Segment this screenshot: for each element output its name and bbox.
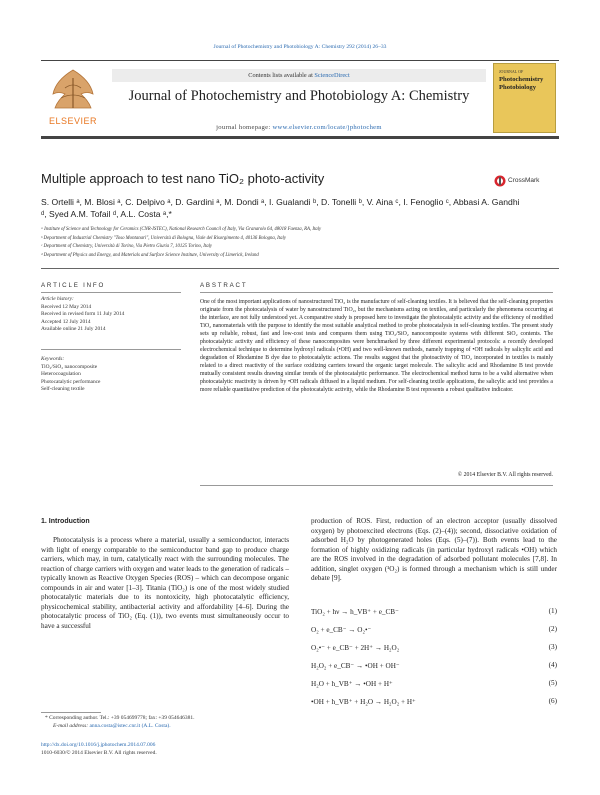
equation-number: (5) <box>548 679 557 687</box>
history-online: Available online 21 July 2014 <box>41 326 106 333</box>
affiliations <box>41 226 551 260</box>
header-top-rule <box>41 60 559 61</box>
history-rule <box>41 349 181 350</box>
affiliation-b: ᵇ Department of Industrial Chemistry "Toso Montanari", Università di Bologna, Viale del Risorgimento 4, 40136 Bologna, Italy <box>41 235 286 241</box>
sciencedirect-link[interactable]: ScienceDirect <box>314 72 350 79</box>
footnote-rule <box>41 712 101 713</box>
affiliation-c: ᶜ Department of Chemistry, Università di Torino, Via Pietro Giuria 7, 10125 Torino, Italy <box>41 244 213 250</box>
journal-reference[interactable]: Journal of Photochemistry and Photobiology A: Chemistry 292 (2014) 26–33 <box>213 44 387 50</box>
history-accepted: Accepted 12 July 2014 <box>41 318 91 325</box>
introduction-right-column: production of ROS. First, reduction of an electron acceptor (usually dissolved oxygen) by photoexcited electrons (Eqs. (2)–(4)); second, dissociative oxidation of adsorbed H₂O by photogenerated holes (Eqs. (5)–(7)). Both events lead to the formation of highly oxidizing radicals (in particular hydroxyl radicals •OH) which are the ROS involved in the degradation of adsorbed pollutant molecules [7,8]. In addition, singlet oxygen (¹O₂) is formed through a mechanism which is still under debate [9]. <box>311 517 557 582</box>
keyword-item: Heterocoagulation <box>41 371 81 378</box>
history-received: Received 12 May 2014 <box>41 303 92 310</box>
history-revised: Received in revised form 11 July 2014 <box>41 311 125 318</box>
affil-rule <box>41 268 559 269</box>
equation-3 <box>311 643 557 652</box>
equation-expr: O₂ + e_CB⁻ → O₂•⁻ <box>311 626 372 634</box>
email-line <box>41 723 291 731</box>
equation-4 <box>311 661 557 670</box>
introduction-left-column: Photocatalysis is a process where a material, usually a semiconductor, interacts with light of energy comparable to the semiconductor band gap to produce charge carriers, which may, in turn, catalytically react with the surrounding molecules. The reaction of charge carriers with oxygen and water leads to the generation of radicals – typically known as Reactive Oxygen Species (ROS) – which can decompose organic compounds in air and water [1–3]. Titania (TiO₂) is one of the most widely studied photocatalytic materials due to its nontoxicity, high photocatalytic efficiency, physicochemical stability, antibacterial activity and affordability [4–6]. During the photocatalytic process of TiO₂ (Eq. (1)), two events must simultaneously occur to have a successful <box>41 536 289 630</box>
doi-link[interactable]: http://dx.doi.org/10.1016/j.jphotochem.2014.07.006 <box>41 742 156 748</box>
affiliation-a: ᵃ Institute of Science and Technology for Ceramics (CNR-ISTEC), National Research Council of Italy, Via Granarolo 64, 48018 Faenza, RA, Italy <box>41 227 322 232</box>
cover-small-text: JOURNAL OF <box>499 69 524 74</box>
author-list: S. Ortelli ᵃ, M. Blosi ᵃ, C. Delpivo ᵃ, D. Gardini ᵃ, M. Dondi ᵃ, I. Gualandi ᵇ, D. Tonelli ᵇ, V. Aina ᶜ, I. Fenoglio ᶜ, Abbasi A. Gandhi ᵈ, Syed A.M. Tofail ᵈ, A.L. Costa ᵃ,* <box>41 197 520 219</box>
equation-number: (6) <box>548 697 557 705</box>
history-label: Article history: <box>41 296 74 302</box>
crossmark-label: CrossMark <box>508 177 540 184</box>
abstract-text: One of the most important applications of nanostructured TiO₂ is the manufacture of self-cleaning textiles. It is believed that the self-cleaning properties originate from the photocatalysis of water by nanostructured TiO₂, but the mechanisms acting on textiles, and particularly the phenomena occurring at the interface, are not fully understood yet. A comparative study is proposed here to investigate the photocatalytic activity and the efficiency of modified TiO₂ nanomaterials with the purpose to identify the most suitable analytical method to probe photocatalysis in self-cleaning textiles. The present study sets up reliable, robust, fast and low-cost tests and compares them using TiO₂/SiO₂ nanocomposite systems with different SiO₂ contents. The photocatalytic activity and efficiency of these nanocomposites were benchmarked by three different experimental protocols: a recently developed electrochemical technique to determine hydroxyl radicals (•OH) and two well-known methods, namely trapping of •OH radicals by salicylic acid and degradation of Rhodamine B dye due to photocatalytic actions. The results suggest that the photoactivity of TiO₂ incorporated in textiles is mainly related to a direct reactivity of the surface oxidizing carriers toward the organic target molecule. The salicylic acid and Rhodamine B test provide mutually consistent results drawing similar trends of the photocatalytic performance. The electrochemical method turns to be a valid alternative when photocatalytic reactivity is driven by •OH radicals diffused in a liquid medium. For self-cleaning textile applications, the salicylic acid test provides a more reliable quantitative prediction of the photocatalytic activity, while the Rhodamine B test represents a robust qualitative indicator. <box>200 299 553 393</box>
email-label: E-mail address: <box>53 722 90 729</box>
keywords-label: Keywords: <box>41 356 65 362</box>
crossmark-icon <box>494 175 506 187</box>
equation-number: (3) <box>548 643 557 651</box>
keyword-item: Photocatalytic performance <box>41 378 101 385</box>
crossmark-badge[interactable] <box>494 175 554 187</box>
article-info-heading: ARTICLE INFO <box>41 282 106 289</box>
equation-expr: H₂O₂ + e_CB⁻ → •OH + OH⁻ <box>311 662 400 670</box>
equation-number: (4) <box>548 661 557 669</box>
homepage-label: journal homepage: <box>216 124 273 131</box>
equation-expr: TiO₂ + hν → h_VB⁺ + e_CB⁻ <box>311 608 399 616</box>
introduction-heading: 1. Introduction <box>41 518 90 525</box>
keyword-item: TiO₂/SiO₂ nanocomposite <box>41 363 98 370</box>
abstract-bottom-rule <box>200 485 553 486</box>
equation-5 <box>311 679 557 688</box>
abstract-heading: ABSTRACT <box>200 282 248 289</box>
corresponding-author-footnote <box>41 715 291 730</box>
homepage-link[interactable]: www.elsevier.com/locate/jphotochem <box>272 124 382 131</box>
corresponding-author: * Corresponding author. Tel.: +39 054699778; fax: +39 054646381. <box>45 715 195 721</box>
equation-expr: O₂•⁻ + e_CB⁻ + 2H⁺ → H₂O₂ <box>311 644 400 652</box>
equation-number: (2) <box>548 625 557 633</box>
contents-prefix: Contents lists available at <box>248 72 315 79</box>
journal-homepage <box>112 124 486 131</box>
publisher-name: ELSEVIER <box>48 116 98 126</box>
keyword-item: Self-cleaning textile <box>41 386 85 393</box>
header-bottom-rule <box>41 136 559 139</box>
journal-cover-thumbnail <box>493 63 556 133</box>
article-history <box>41 296 181 334</box>
email-link[interactable]: anna.costa@istec.cnr.it (A.L. Costa). <box>89 722 171 729</box>
journal-title: Journal of Photochemistry and Photobiology A: Chemistry <box>128 88 470 104</box>
equation-2 <box>311 625 557 634</box>
elsevier-logo <box>41 66 105 128</box>
contents-banner <box>112 69 486 82</box>
equation-expr: H₂O + h_VB⁺ → •OH + H⁺ <box>311 680 393 688</box>
abstract-rule <box>200 292 553 293</box>
abstract-copyright: © 2014 Elsevier B.V. All rights reserved. <box>457 472 553 478</box>
equation-1 <box>311 607 557 616</box>
equation-6 <box>311 697 557 706</box>
article-info-rule <box>41 292 181 293</box>
issn-line: 1010-6030/© 2014 Elsevier B.V. All rights reserved. <box>41 750 157 756</box>
affiliation-d: ᵈ Department of Physics and Energy, and Materials and Surface Science Institute, University of Limerick, Ireland <box>41 252 259 258</box>
cover-title-text: Photochemistry Photobiology <box>499 76 544 91</box>
keywords <box>41 356 181 394</box>
paper-title: Multiple approach to test nano TiO₂ photo-activity <box>41 171 325 186</box>
equation-number: (1) <box>548 607 557 615</box>
equation-expr: •OH + h_VB⁺ + H₂O → H₂O₂ + H⁺ <box>311 698 416 706</box>
